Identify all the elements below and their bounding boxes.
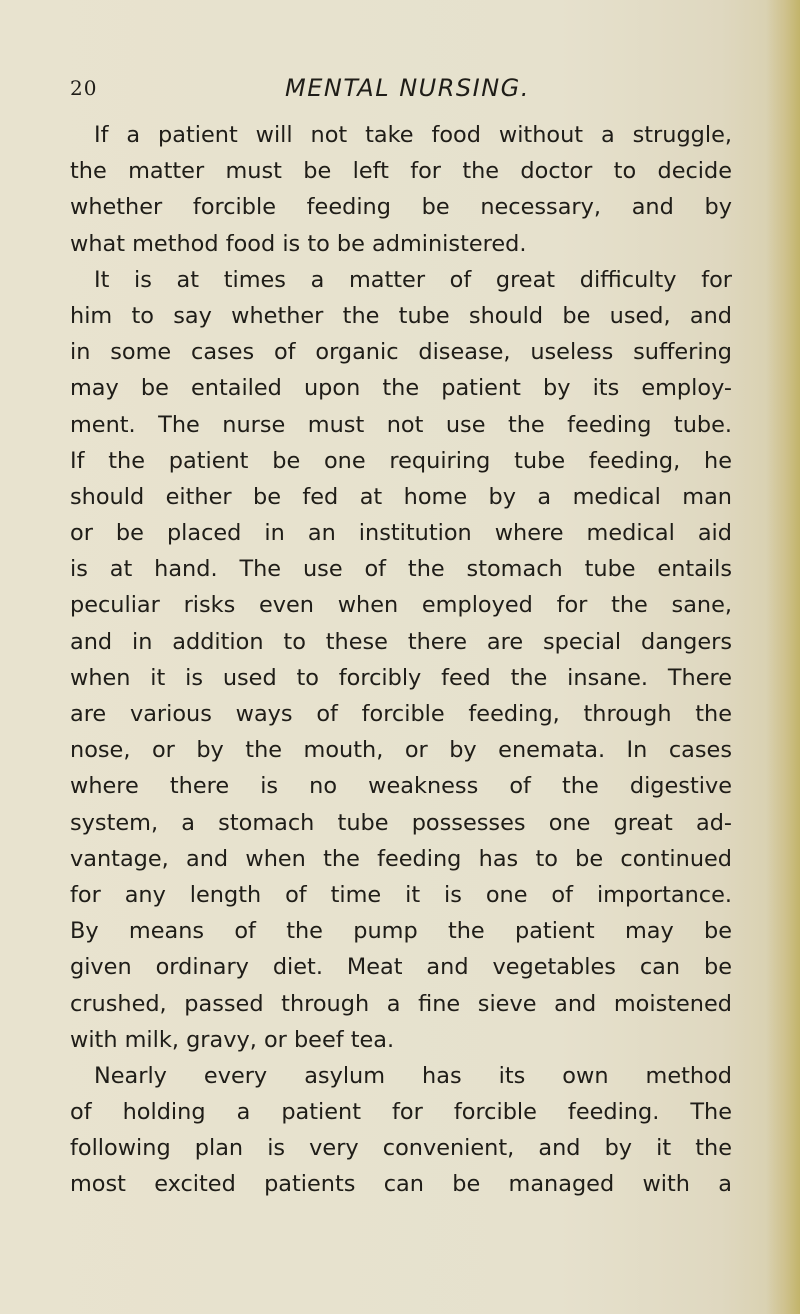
text-line: of holding a patient for forcible feeding. The <box>70 1099 732 1126</box>
text-line: nose, or by the mouth, or by enemata. In cases <box>70 737 732 764</box>
body-text <box>70 117 732 1203</box>
text-line: vantage, and when the feeding has to be continued <box>70 845 732 872</box>
text-line: whether forcible feeding be necessary, and by <box>70 194 732 221</box>
page-header <box>70 76 710 110</box>
text-line: peculiar risks even when employed for the sane, <box>70 592 732 619</box>
text-line: If the patient be one requiring tube feeding, he <box>70 447 732 474</box>
text-line: crushed, passed through a fine sieve and moistened <box>70 990 732 1017</box>
text-line: the matter must be left for the doctor to decide <box>70 158 732 185</box>
text-line: for any length of time it is one of importance. <box>70 881 732 908</box>
text-line: him to say whether the tube should be used, and <box>70 302 732 329</box>
text-line: system, a stomach tube possesses one great ad- <box>70 809 732 836</box>
text-line: Nearly every asylum has its own method <box>94 1062 732 1089</box>
text-line: when it is used to forcibly feed the insane. There <box>70 664 732 691</box>
text-line: in some cases of organic disease, useless suffering <box>70 339 732 366</box>
text-line: with milk, gravy, or beef tea. <box>70 1026 395 1053</box>
text-line: may be entailed upon the patient by its employ- <box>70 375 732 402</box>
text-line: most excited patients can be managed with a <box>70 1171 732 1198</box>
page-number: 20 <box>70 76 98 100</box>
text-line: It is at times a matter of great difficulty for <box>94 266 732 293</box>
text-line: By means of the pump the patient may be <box>70 918 732 945</box>
text-line: given ordinary diet. Meat and vegetables can be <box>70 954 732 981</box>
text-line: If a patient will not take food without a struggle, <box>94 122 732 148</box>
text-line: ment. The nurse must not use the feeding tube. <box>70 411 732 438</box>
text-line: are various ways of forcible feeding, through the <box>70 701 732 727</box>
text-line: following plan is very convenient, and by it the <box>70 1135 732 1162</box>
text-line: should either be fed at home by a medical man <box>70 483 732 510</box>
running-head: MENTAL NURSING. <box>285 74 530 102</box>
text-line: what method food is to be administered. <box>70 230 527 257</box>
text-line: where there is no weakness of the digestive <box>70 773 732 800</box>
text-line: is at hand. The use of the stomach tube entails <box>70 556 732 583</box>
text-line: and in addition to these there are special dangers <box>70 628 732 655</box>
page-edge-shadow <box>766 0 800 1314</box>
text-line: or be placed in an institution where medical aid <box>70 520 732 547</box>
